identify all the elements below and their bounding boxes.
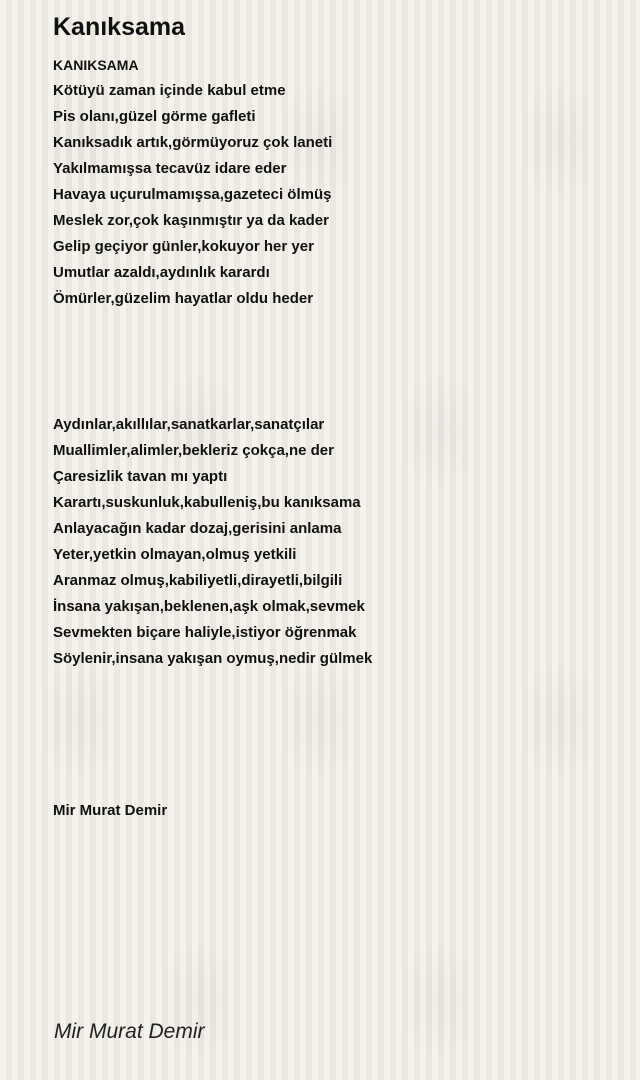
poem-line: İnsana yakışan,beklenen,aşk olmak,sevmek: [53, 598, 365, 615]
poem-line: Gelip geçiyor günler,kokuyor her yer: [53, 238, 314, 255]
poem-line: Umutlar azaldı,aydınlık karardı: [53, 264, 270, 281]
poem-line: Yeter,yetkin olmayan,olmuş yetkili: [53, 546, 297, 563]
poem-line: Havaya uçurulmamışsa,gazeteci ölmüş: [53, 186, 332, 203]
poem-author: Mir Murat Demir: [53, 802, 168, 819]
poem-line: Sevmekten biçare haliyle,istiyor öğrenmak: [53, 624, 357, 641]
poem-heading: KANIKSAMA: [53, 57, 139, 73]
poem-title: Kanıksama: [53, 13, 186, 41]
poem-line: Anlayacağın kadar dozaj,gerisini anlama: [53, 520, 342, 537]
poem-line: Meslek zor,çok kaşınmıştır ya da kader: [53, 212, 329, 229]
poem-line: Söylenir,insana yakışan oymuş,nedir gülmek: [53, 650, 373, 667]
poem-line: Çaresizlik tavan mı yaptı: [53, 468, 228, 485]
poem-line: Kötüyü zaman içinde kabul etme: [53, 82, 286, 99]
poem-line: Pis olanı,güzel görme gafleti: [53, 108, 256, 125]
poem-line: Kanıksadık artık,görmüyoruz çok laneti: [53, 134, 333, 151]
poem-line: Karartı,suskunluk,kabulleniş,bu kanıksama: [53, 494, 361, 511]
poem-line: Yakılmamışsa tecavüz idare eder: [53, 160, 287, 177]
poem-stanza-2: [53, 412, 372, 672]
poem-stanza-1: [53, 52, 332, 312]
poem-line: Aydınlar,akıllılar,sanatkarlar,sanatçılar: [53, 416, 325, 433]
author-signature: Mir Murat Demir: [54, 1020, 205, 1043]
poem-line: Muallimler,alimler,bekleriz çokça,ne der: [53, 442, 334, 459]
poem-line: Aranmaz olmuş,kabiliyetli,dirayetli,bilgili: [53, 572, 343, 589]
poem-line: Ömürler,güzelim hayatlar oldu heder: [53, 290, 314, 307]
